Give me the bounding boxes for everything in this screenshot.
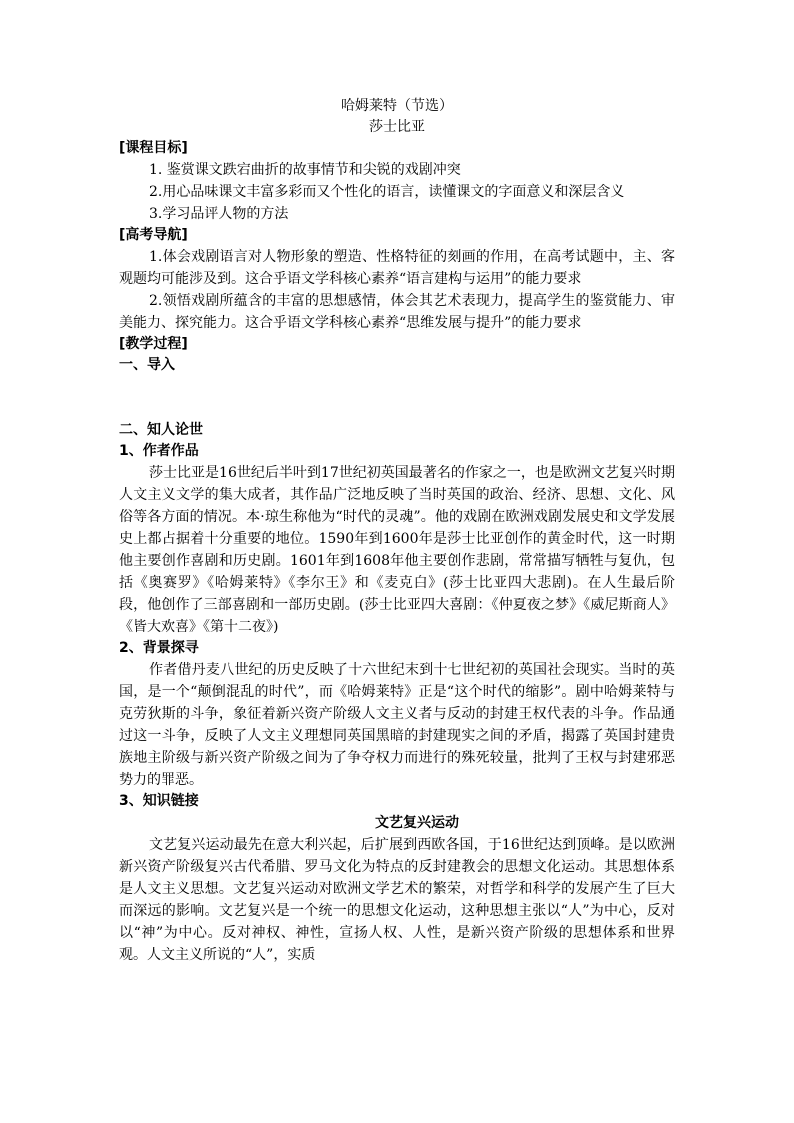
renaissance-paragraph: 文艺复兴运动最先在意大利兴起，后扩展到西欧各国，于16世纪达到顶峰。是以欧洲新兴资产阶级复兴古代希腊、罗马文化为特点的反封建教会的思想文化运动。其思想体系是人文主义思想。文艺复兴运动对欧洲文学艺术的繁荣，对哲学和科学的发展产生了巨大而深远的影响。文艺复兴是一个统一的思想文化运动，这种思想主张以“人”为中心，反对以“神”为中心。反对神权、神性，宣扬人权、人性，是新兴资产阶级的思想体系和世界观。人文主义所说的“人”，实质 xyxy=(119,837,675,963)
goal-item: 1. 鉴赏课文跌宕曲折的故事情节和尖锐的戏剧冲突 xyxy=(149,162,461,178)
exam-item: 1.体会戏剧语言对人物形象的塑造、性格特征的刻画的作用，在高考试题中，主、客观题均可能涉及到。这合乎语文学科核心素养“语言建构与运用”的能力要求 xyxy=(119,249,675,287)
document-author: 莎士比亚 xyxy=(369,119,425,135)
document-title: 哈姆莱特（节选） xyxy=(341,98,453,114)
goal-item: 3.学习品评人物的方法 xyxy=(149,206,289,222)
works-paragraph: 莎士比亚是16世纪后半叶到17世纪初英国最著名的作家之一，也是欧洲文艺复兴时期人文主义文学的集大成者，其作品广泛地反映了当时英国的政治、经济、思想、文化、风俗等各方面的情况。本·琼生称他为“时代的灵魂”。他的戏剧在欧洲戏剧发展史和文学发展史上都占据着十分重要的地位。1590年到1600年是莎士比亚创作的黄金时代，这一时期他主要创作喜剧和历史剧。1601年到1608年他主要创作悲剧，常常描写牺牲与复仇，包括《奥赛罗》《哈姆莱特》《李尔王》和《麦克白》(莎士比亚四大悲剧)。在人生最后阶段，他创作了三部喜剧和一部历史剧。(莎士比亚四大喜剧：《仲夏夜之梦》《威尼斯商人》《皆大欢喜》《第十二夜》) xyxy=(119,465,675,635)
goal-item: 2.用心品味课文丰富多彩而又个性化的语言，读懂课文的字面意义和深层含义 xyxy=(149,184,625,200)
blank-space xyxy=(119,376,675,420)
works-heading: 1、作者作品 xyxy=(119,443,199,459)
document-page xyxy=(119,96,675,966)
link-heading: 3、知识链接 xyxy=(119,793,199,809)
background-paragraph: 作者借丹麦八世纪的历史反映了十六世纪末到十七世纪初的英国社会现实。当时的英国，是一个“颠倒混乱的时代”，而《哈姆莱特》正是“这个时代的缩影”。剧中哈姆莱特与克劳狄斯的斗争，象征着新兴资产阶级人文主义者与反动的封建王权代表的斗争。作品通过这一斗争，反映了人文主义理想同英国黑暗的封建现实之间的矛盾，揭露了英国封建贵族地主阶级与新兴资产阶级之间为了争夺权力而进行的殊死较量，批判了王权与封建邪恶势力的罪恶。 xyxy=(119,662,675,788)
exam-heading: [高考导航] xyxy=(119,227,188,243)
background-heading: 2、背景探寻 xyxy=(119,640,199,656)
goals-heading: [课程目标] xyxy=(119,140,188,156)
process-heading: [教学过程] xyxy=(119,336,188,352)
know-heading: 二、知人论世 xyxy=(119,422,203,438)
exam-item: 2.领悟戏剧所蕴含的丰富的思想感情，体会其艺术表现力，提高学生的鉴赏能力、审美能力、探究能力。这合乎语文学科核心素养“思维发展与提升”的能力要求 xyxy=(119,293,675,331)
renaissance-title: 文艺复兴运动 xyxy=(375,815,459,831)
intro-heading: 一、导入 xyxy=(119,357,175,373)
